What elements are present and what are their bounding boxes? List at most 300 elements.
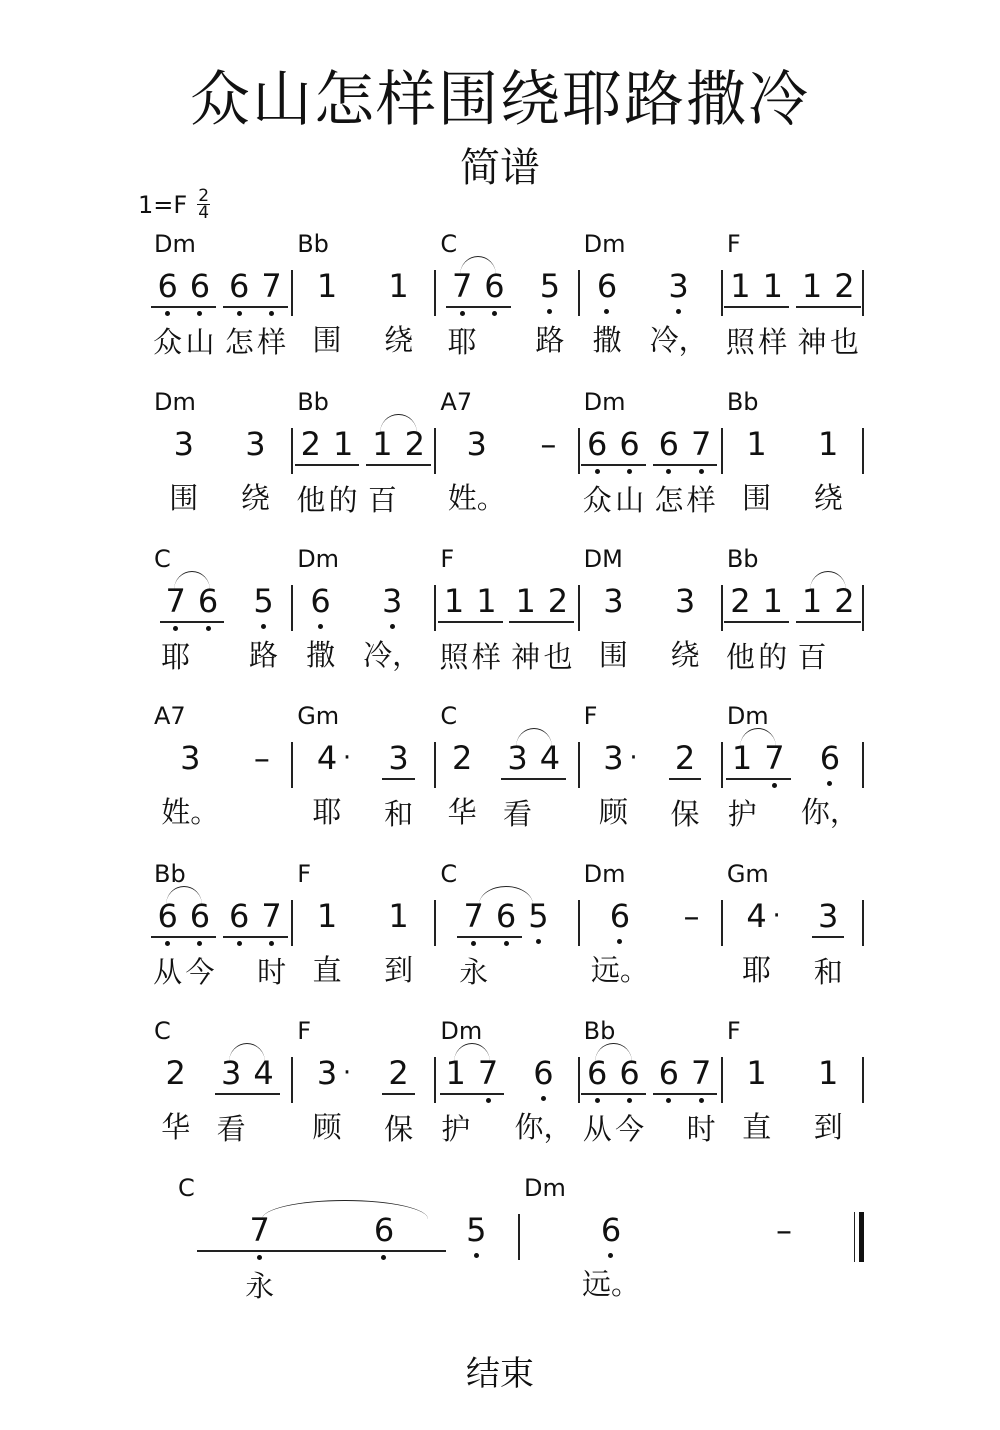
measure — [578, 388, 721, 538]
note-value: 6 — [495, 897, 517, 935]
lower-octave-dot — [311, 778, 343, 790]
note — [382, 738, 414, 834]
note-group — [796, 266, 861, 362]
lower-octave-dot — [613, 466, 645, 478]
note — [438, 581, 470, 677]
lyric — [472, 1264, 481, 1304]
lyric: 的 — [328, 483, 358, 517]
note-digit — [581, 424, 613, 466]
note — [685, 1053, 717, 1149]
lyric: 样 — [686, 483, 716, 517]
note-digit — [527, 1053, 559, 1093]
note-digit — [247, 1053, 279, 1095]
lower-octave-dot — [591, 306, 623, 318]
lower-octave-dot — [382, 306, 414, 318]
note-digit — [490, 896, 522, 938]
sustain-dash — [532, 424, 564, 464]
score-row — [148, 388, 864, 538]
chord-symbol: Dm — [583, 388, 626, 416]
note-value: 6 — [587, 1054, 608, 1092]
note-digit — [653, 424, 685, 466]
note-value: 6 — [658, 425, 679, 463]
note-value: 7 — [477, 1054, 499, 1092]
note — [440, 1053, 472, 1149]
note-value: 1 — [333, 425, 354, 463]
end-marker: 结束 — [466, 1354, 534, 1394]
note-value: 3 — [388, 739, 409, 777]
slur-group — [501, 738, 566, 834]
note-value: 3 — [818, 897, 839, 935]
note — [457, 896, 489, 992]
note-group — [311, 266, 343, 360]
measure — [518, 1174, 864, 1324]
note-value: 1 — [818, 1054, 839, 1092]
note-group — [724, 581, 789, 677]
note-group — [509, 581, 574, 677]
note-value: – — [253, 739, 270, 777]
note-digit — [758, 738, 790, 780]
note — [311, 738, 352, 832]
lyric: 神 — [797, 325, 827, 359]
note-digit — [669, 738, 701, 780]
lower-octave-dot — [542, 623, 574, 635]
augmentation-dot: · — [629, 743, 638, 773]
note-value: 7 — [691, 425, 712, 463]
note-digit — [814, 738, 846, 778]
note-value: 6 — [484, 267, 505, 305]
lower-octave-dot — [534, 780, 566, 792]
note-digit — [255, 896, 287, 938]
lower-octave-dot — [740, 936, 772, 948]
note — [382, 896, 414, 990]
lyric: 的 — [758, 640, 788, 674]
lyric: 到 — [384, 953, 414, 987]
lower-octave-dot — [669, 780, 701, 792]
lyric: 顾 — [598, 795, 628, 829]
lyric: 绕 — [240, 481, 270, 515]
note — [653, 424, 685, 520]
note — [160, 1053, 192, 1147]
note-value: 6 — [197, 582, 219, 620]
note — [448, 424, 506, 518]
note-value: 2 — [300, 425, 321, 463]
note-value: 5 — [253, 582, 274, 620]
lyric: 他 — [296, 483, 326, 517]
lower-octave-dot — [653, 466, 685, 478]
chord-symbol: Bb — [154, 860, 186, 888]
note-group — [168, 424, 200, 518]
note-value: 6 — [609, 897, 631, 935]
lower-octave-dot — [801, 778, 859, 790]
lyric: 到 — [813, 1110, 843, 1144]
lyric: 永 — [245, 1269, 275, 1303]
lower-octave-dot — [446, 308, 478, 320]
barline — [862, 428, 864, 474]
note — [192, 581, 224, 677]
note-digit — [604, 896, 636, 936]
note-value: 4 — [746, 897, 767, 935]
lyric: 耶 — [742, 953, 772, 987]
lyric — [501, 952, 510, 992]
chord-symbol: Bb — [583, 1017, 616, 1045]
note-digit — [223, 896, 255, 938]
note-group — [581, 424, 646, 520]
lyric: 围 — [598, 638, 628, 672]
measure — [721, 702, 864, 852]
note-value: 3 — [180, 739, 201, 777]
note — [184, 266, 216, 362]
note-value: – — [540, 425, 557, 463]
note-digit — [757, 581, 789, 623]
lower-octave-dot — [255, 938, 287, 950]
note-group — [160, 1053, 192, 1147]
lower-octave-dot — [382, 936, 414, 948]
note-value: 6 — [587, 425, 608, 463]
note — [215, 1053, 247, 1149]
measure — [578, 545, 721, 695]
lyric: 也 — [829, 325, 859, 359]
note-value: 1 — [762, 267, 783, 305]
lyric: 永 — [459, 955, 489, 989]
augmentation-dot: · — [342, 1058, 352, 1088]
lower-octave-dot — [311, 1093, 343, 1105]
note — [247, 581, 279, 675]
chord-symbol: Bb — [297, 230, 329, 258]
note — [184, 896, 216, 992]
measure — [721, 230, 864, 380]
measure — [148, 1017, 291, 1167]
lower-octave-dot — [366, 466, 398, 478]
note-value: 6 — [533, 1054, 554, 1092]
augmentation-dot: · — [772, 901, 781, 931]
lyric: 时 — [257, 955, 287, 989]
note — [311, 896, 343, 990]
note-value: 4 — [253, 1054, 274, 1092]
lower-octave-dot — [522, 936, 554, 948]
lyric — [379, 1266, 388, 1306]
note-value: 2 — [674, 739, 696, 777]
lower-octave-dot — [239, 464, 271, 476]
lyric: 冷， — [649, 323, 708, 357]
note — [255, 266, 287, 362]
note-digit — [295, 424, 327, 466]
lower-octave-dot — [446, 778, 478, 790]
note-digit — [168, 424, 200, 464]
note-digit — [812, 1053, 844, 1093]
lyric: 今 — [615, 1112, 645, 1146]
note — [223, 896, 255, 992]
note-digit — [311, 896, 343, 936]
lower-octave-dot — [184, 308, 216, 320]
note-digit — [724, 581, 756, 623]
measure — [148, 545, 291, 695]
note-digit — [239, 424, 271, 464]
lower-octave-dot — [796, 623, 828, 635]
lyric: 从 — [582, 1112, 612, 1146]
lyric: 样 — [471, 640, 501, 674]
lower-octave-dot — [757, 623, 789, 635]
lower-octave-dot — [223, 938, 255, 950]
lyric: 路 — [248, 638, 278, 672]
lower-octave-dot — [247, 1095, 279, 1107]
note-value: 1 — [445, 1054, 466, 1092]
measure — [291, 702, 434, 852]
measure — [148, 860, 291, 1010]
note — [478, 266, 510, 362]
note-value: 2 — [834, 267, 855, 305]
lyric: 和 — [813, 955, 843, 989]
lower-octave-dot — [685, 466, 717, 478]
note-group — [382, 1053, 414, 1149]
measure — [721, 388, 864, 538]
note-value: 3 — [466, 425, 487, 463]
note-group — [363, 581, 421, 675]
lower-octave-dot — [724, 623, 756, 635]
note-digit — [382, 1053, 414, 1095]
note — [311, 1053, 352, 1147]
note-group — [311, 1053, 352, 1147]
score-row — [148, 860, 864, 1010]
chord-symbol: Bb — [726, 388, 759, 416]
lyric — [235, 952, 244, 992]
lower-octave-dot — [597, 778, 629, 790]
note-group — [653, 424, 718, 520]
note-digit — [151, 266, 183, 308]
note-value: 3 — [382, 582, 403, 620]
note-value: 1 — [388, 267, 409, 305]
slur-group — [197, 1210, 492, 1306]
note-value: 2 — [165, 1054, 186, 1092]
note-digit — [501, 738, 533, 780]
note-value: 7 — [764, 739, 785, 777]
note-digit — [613, 424, 645, 466]
measure — [434, 1017, 577, 1167]
note — [168, 424, 200, 518]
note-group — [448, 424, 506, 518]
score-row — [148, 1017, 864, 1167]
note-digit — [311, 1053, 352, 1093]
lyric: 百 — [797, 640, 827, 674]
lower-octave-dot — [382, 1095, 414, 1107]
lower-octave-dot — [581, 466, 613, 478]
note — [514, 1053, 572, 1147]
note — [724, 581, 756, 677]
note-value: 1 — [801, 267, 823, 305]
note-value: – — [775, 1211, 792, 1249]
note-value: 5 — [528, 897, 549, 935]
note-group — [653, 1053, 718, 1149]
measure — [148, 702, 291, 852]
lyric: 怎 — [654, 483, 684, 517]
lower-octave-dot — [472, 1095, 504, 1107]
lower-octave-dot — [768, 1250, 800, 1262]
lower-octave-dot — [724, 308, 756, 320]
note-value: 7 — [261, 897, 282, 935]
note-digit — [304, 581, 336, 621]
lower-octave-dot — [532, 464, 564, 476]
lyric: 样 — [758, 325, 788, 359]
note-group — [676, 896, 708, 990]
note-group — [597, 738, 638, 832]
lower-octave-dot — [758, 780, 790, 792]
lower-octave-dot — [448, 464, 506, 476]
note-group — [669, 738, 701, 834]
barline — [862, 742, 864, 788]
note-digit — [812, 424, 844, 464]
note-group — [724, 266, 789, 362]
lower-octave-dot — [327, 466, 359, 478]
time-signature — [197, 188, 210, 221]
lower-octave-dot — [382, 780, 414, 792]
lyric — [259, 1109, 268, 1149]
note — [676, 896, 708, 990]
chord-symbol: Dm — [583, 230, 626, 258]
lyric: 冷， — [363, 638, 422, 672]
barline — [862, 585, 864, 631]
note-value: 6 — [600, 1211, 622, 1249]
song-title: 众山怎样围绕耶路撒冷 — [190, 65, 810, 135]
chord-symbol: F — [297, 1017, 312, 1045]
note-digit — [796, 266, 828, 308]
note-value: 6 — [596, 267, 618, 305]
lyric: 山 — [185, 325, 215, 359]
lower-octave-dot — [828, 623, 860, 635]
note-digit — [581, 1053, 613, 1095]
note-value: 2 — [404, 425, 425, 463]
note-digit — [440, 1053, 472, 1095]
lyric — [490, 322, 499, 362]
lower-octave-dot — [160, 623, 192, 635]
slur-group — [440, 1053, 505, 1149]
note-group — [304, 581, 336, 675]
lyric: 百 — [367, 483, 397, 517]
lyric — [840, 637, 849, 677]
note-digit — [382, 896, 414, 936]
lyric: 你， — [514, 1110, 573, 1144]
measure — [148, 230, 291, 380]
note-digit — [542, 581, 574, 623]
note-value: 3 — [603, 739, 624, 777]
sustain-dash — [676, 896, 708, 936]
note — [758, 738, 790, 834]
note — [796, 266, 828, 362]
lyric: 看 — [503, 797, 533, 831]
note-digit — [197, 1210, 321, 1252]
note — [801, 738, 859, 832]
note-group — [239, 424, 271, 518]
note-value: 6 — [619, 425, 640, 463]
lower-octave-dot — [440, 1095, 472, 1107]
lower-octave-dot — [311, 306, 343, 318]
chord-symbol: Dm — [726, 702, 769, 730]
measure — [291, 860, 434, 1010]
note-value: 3 — [674, 582, 696, 620]
note — [161, 738, 219, 832]
note-digit — [327, 424, 359, 466]
key-label: 1=F — [138, 190, 188, 219]
note-digit — [828, 581, 860, 623]
note-digit — [247, 581, 279, 621]
note-group — [740, 896, 781, 990]
note-value: 1 — [388, 897, 409, 935]
note-group — [382, 738, 414, 834]
lower-octave-dot — [812, 464, 844, 476]
note-digit — [311, 738, 352, 778]
note — [597, 738, 638, 832]
note-digit — [215, 1053, 247, 1095]
note-value: 1 — [476, 582, 497, 620]
note-value: 2 — [388, 1054, 409, 1092]
lower-octave-dot — [160, 1093, 192, 1105]
note-value: 2 — [730, 582, 751, 620]
note — [581, 1053, 613, 1149]
note-digit — [399, 424, 431, 466]
note — [613, 424, 645, 520]
lower-octave-dot — [514, 1093, 572, 1105]
measure — [721, 545, 864, 695]
note — [366, 424, 398, 520]
lyric: 姓。 — [161, 795, 220, 829]
note-group — [295, 424, 360, 520]
chord-symbol: DM — [583, 545, 623, 573]
note — [160, 581, 192, 677]
chord-symbol: Dm — [297, 545, 340, 573]
note-group — [382, 266, 414, 360]
lower-octave-dot — [812, 1093, 844, 1105]
note-value: 3 — [668, 267, 689, 305]
note-digit — [160, 581, 192, 623]
lyric: 耶 — [312, 795, 342, 829]
note-value: 3 — [245, 425, 266, 463]
chord-symbol: Dm — [154, 388, 196, 416]
note-group — [597, 581, 629, 675]
note-group — [801, 738, 859, 832]
lower-octave-dot — [192, 623, 224, 635]
note-group — [768, 1210, 800, 1304]
chord-symbol: C — [440, 702, 458, 730]
note — [382, 266, 414, 360]
lower-octave-dot — [460, 1250, 492, 1262]
measure — [291, 1017, 434, 1167]
note — [740, 424, 772, 518]
lower-octave-dot — [501, 780, 533, 792]
note-value: 7 — [261, 267, 282, 305]
lower-octave-dot — [685, 1095, 717, 1107]
measure — [578, 702, 721, 852]
final-barline — [854, 1212, 864, 1262]
measure — [434, 860, 577, 1010]
note-group — [151, 266, 216, 362]
chord-symbol: Dm — [524, 1174, 566, 1202]
note-digit — [685, 1053, 717, 1095]
note-group — [438, 581, 503, 677]
note-digit — [461, 424, 493, 464]
measure — [721, 1017, 864, 1167]
note — [669, 738, 701, 834]
note — [768, 1210, 800, 1304]
note-value: 7 — [249, 1211, 270, 1249]
lyric — [770, 794, 779, 834]
note-group — [534, 266, 566, 360]
note-group — [247, 581, 279, 675]
note-digit — [376, 581, 408, 621]
note — [509, 581, 541, 677]
lower-octave-dot — [311, 936, 343, 948]
lyric: 保 — [670, 797, 700, 831]
note — [613, 1053, 645, 1149]
note-group — [446, 738, 478, 832]
slur-group — [160, 581, 225, 677]
